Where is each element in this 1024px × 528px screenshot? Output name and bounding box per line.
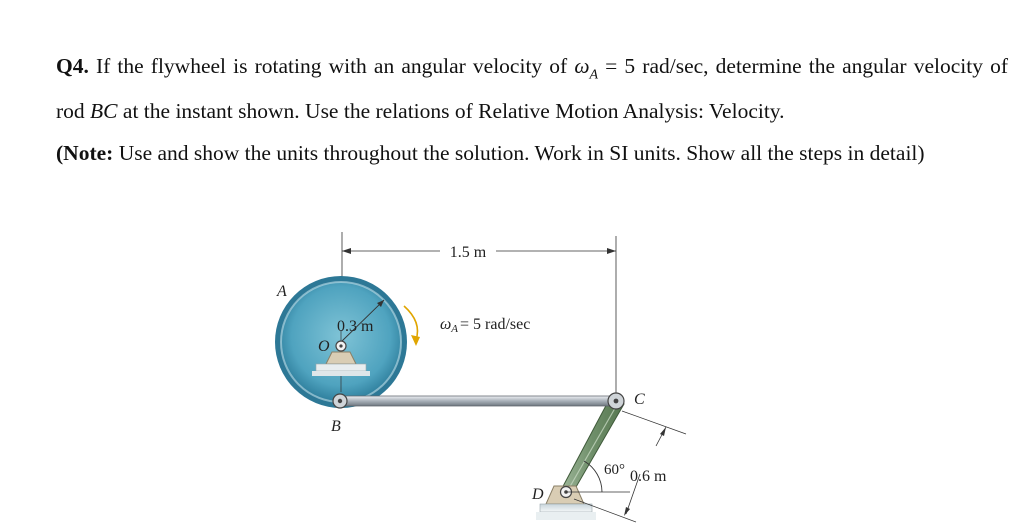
pin-C: [608, 393, 624, 409]
support-D: [536, 486, 596, 520]
rod-CD: [560, 398, 624, 494]
rod-length-label: 0.6 m: [630, 468, 667, 485]
note-body: Use and show the units throughout the solution. Work in SI units. Show all the steps in detail): [113, 141, 925, 165]
radius-label: 0.3 m: [337, 318, 374, 335]
rod-name: BC: [90, 99, 118, 124]
pin-B: [333, 394, 347, 408]
rod-BC: [340, 396, 616, 406]
omega-subscript: A: [589, 67, 599, 83]
note-label: Note:: [63, 141, 114, 165]
label-A: A: [277, 283, 287, 300]
note-open-paren: (: [56, 141, 64, 165]
label-C: C: [634, 391, 645, 408]
question-text-part-1: If the flywheel is rotating with an angular velocity of: [88, 54, 575, 78]
dim-horizontal-label: 1.5 m: [449, 244, 487, 261]
question-text-part-2: = 5 rad/sec, determine the angular velocity of rod: [56, 54, 1008, 124]
omega-symbol: ω: [574, 54, 590, 78]
question-text-part-3: at the instant shown. Use the relations of Relative Motion Analysis: Velocity.: [117, 99, 785, 124]
omega-label: ωA = 5 rad/sec: [440, 316, 531, 335]
label-B: B: [331, 418, 341, 435]
question-label: Q4.: [56, 54, 89, 78]
angle-label: 60°: [604, 462, 625, 478]
label-D: D: [532, 486, 544, 503]
label-O: O: [318, 338, 330, 355]
